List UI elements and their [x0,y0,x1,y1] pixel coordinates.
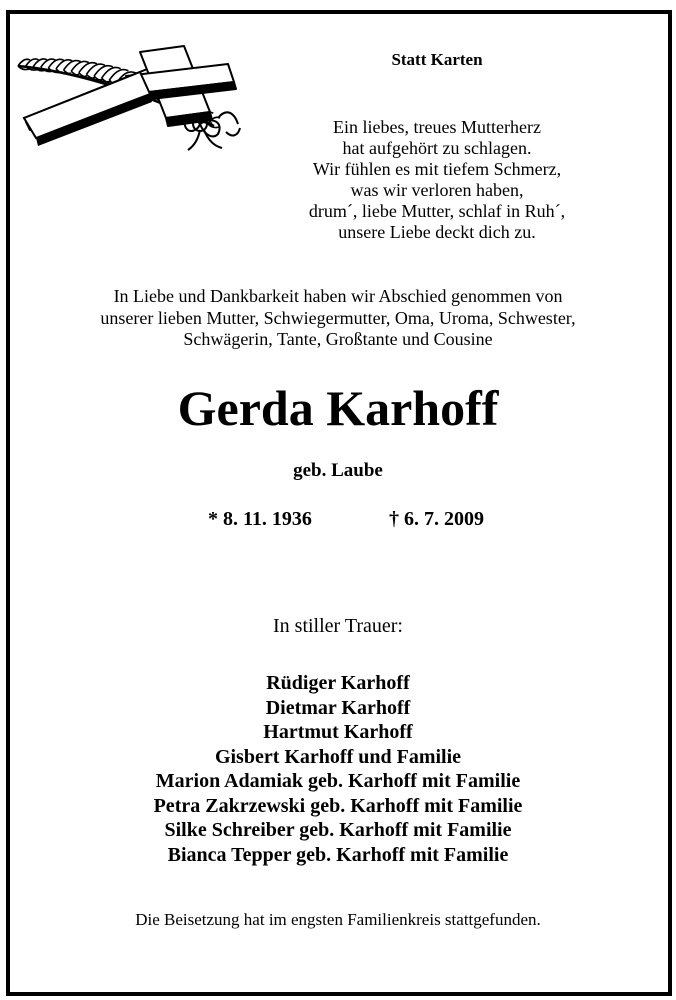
poem-line: drum´, liebe Mutter, schlaf in Ruh´, [308,201,566,221]
poem-line: Wir fühlen es mit tiefem Schmerz, [312,159,562,179]
poem-line: Ein liebes, treues Mutterherz [333,117,541,137]
mourner-name: Dietmar Karhoff [265,696,411,719]
birth-date: * 8. 11. 1936 [208,508,312,530]
intro-line: In Liebe und Dankbarkeit haben wir Abschied genommen von [113,286,563,306]
mourners-list [0,671,676,867]
poem-line: hat aufgehört zu schlagen. [342,138,532,158]
mourner-name: Petra Zakrzewski geb. Karhoff mit Familie [153,794,523,817]
poem-line: unsere Liebe deckt dich zu. [338,222,536,242]
mourner-name: Marion Adamiak geb. Karhoff mit Familie [155,770,521,792]
cross-with-palm-frond-icon [14,42,242,154]
burial-note: Die Beisetzung hat im engsten Familienkreis stattgefunden. [135,910,541,929]
intro-line: unserer lieben Mutter, Schwiegermutter, Oma, Uroma, Schwester, [100,307,576,328]
mourner-name: Gisbert Karhoff und Familie [214,745,462,768]
poem-line: was wir verloren haben, [350,180,524,200]
mourner-name: Silke Schreiber geb. Karhoff mit Familie [164,819,512,841]
mourning-heading: In stiller Trauer: [273,615,403,637]
maiden-name: geb. Laube [293,460,383,481]
memorial-poem [247,117,627,243]
death-date: † 6. 7. 2009 [389,508,484,530]
deceased-name: Gerda Karhoff [177,380,499,436]
intro-line: Schwägerin, Tante, Großtante und Cousine [183,329,493,349]
mourner-name: Hartmut Karhoff [263,721,413,743]
statt-karten-label: Statt Karten [391,50,483,69]
farewell-intro [20,286,656,351]
mourner-name: Rüdiger Karhoff [266,672,410,694]
mourner-name: Bianca Tepper geb. Karhoff mit Familie [167,843,509,866]
